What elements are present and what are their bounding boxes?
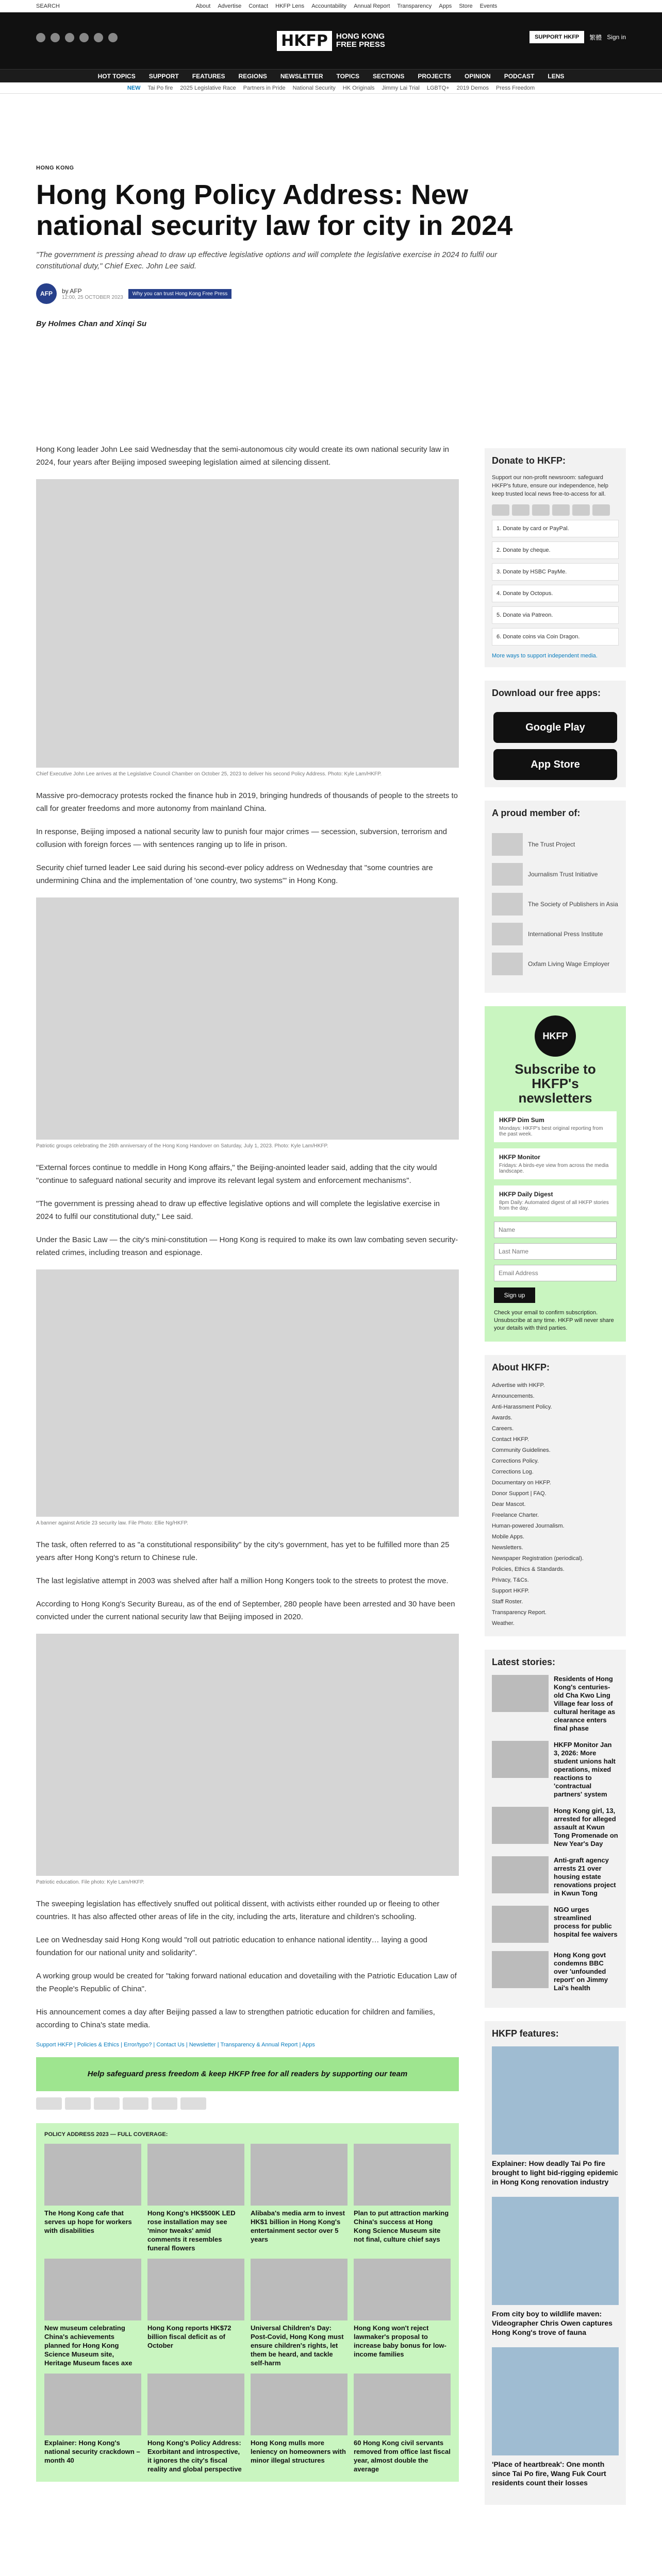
about-link[interactable]: Newsletters. <box>492 1545 523 1551</box>
about-link[interactable]: Corrections Policy. <box>492 1458 539 1464</box>
feature-headline[interactable]: Explainer: How deadly Tai Po fire brought to light bid-rigging epidemic in Hong Kong renovation industry <box>492 2159 618 2186</box>
youtube-icon[interactable] <box>79 33 89 42</box>
trending-item[interactable]: 2019 Demos <box>456 84 489 91</box>
paragraph: Lee on Wednesday said Hong Kong would "roll out patriotic education to enhance national identity… laying a good foundation for our national unity and solidarity". <box>36 1936 427 1957</box>
publish-date: 12:00, 25 OCTOBER 2023 <box>62 294 123 300</box>
card-title[interactable]: Hong Kong's HK$500K LED rose installation may see 'minor tweaks' amid comments it resembles funeral flowers <box>147 2209 236 2252</box>
card-title[interactable]: Universal Children's Day: Post-Covid, Hong Kong must ensure children's rights, let them be heard, and tackle self-harm <box>251 2324 344 2367</box>
latest-image <box>492 1807 549 1844</box>
policy-coverage-box <box>36 2123 459 2482</box>
signup-button[interactable]: Sign up <box>494 1287 535 1303</box>
nav-item[interactable]: PROJECTS <box>418 72 452 80</box>
about-list <box>485 1380 626 1636</box>
article-photo <box>36 479 459 768</box>
amex-icon <box>532 504 550 516</box>
card-title[interactable]: The Hong Kong cafe that serves up hope for workers with disabilities <box>44 2209 132 2234</box>
donate-box <box>485 448 626 667</box>
linkedin-icon[interactable] <box>94 33 103 42</box>
latest-image <box>492 1675 549 1712</box>
article-kicker[interactable]: HONG KONG <box>36 165 74 171</box>
twitter-icon[interactable] <box>36 33 45 42</box>
latest-image <box>492 1856 549 1893</box>
ipi-icon <box>492 923 523 945</box>
jti-icon <box>492 863 523 886</box>
visa-icon <box>512 504 529 516</box>
donate-option[interactable]: 2. Donate by cheque. <box>492 541 619 559</box>
about-link[interactable]: Human-powered Journalism. <box>492 1523 565 1529</box>
top-utility-bar <box>0 0 662 12</box>
donate-option[interactable]: 5. Donate via Patreon. <box>492 606 619 624</box>
more-ways-link[interactable]: More ways to support independent media. <box>492 653 598 659</box>
newsletter-title: Subscribe to HKFP's newsletters <box>515 1061 596 1106</box>
about-box <box>485 1355 626 1636</box>
latest-headline[interactable]: HKFP Monitor Jan 3, 2026: More student unions halt operations, mixed reactions to 'contractual partners' system <box>554 1741 616 1798</box>
trending-item[interactable]: Jimmy Lai Trial <box>382 84 420 91</box>
latest-image <box>492 1951 549 1988</box>
about-link[interactable]: Support HKFP. <box>492 1588 529 1594</box>
about-link[interactable]: Freelance Charter. <box>492 1512 539 1518</box>
mastercard-icon <box>65 2097 91 2110</box>
policy-card[interactable] <box>147 2259 244 2367</box>
newsletter-option[interactable] <box>494 1111 617 1142</box>
trending-item[interactable]: HK Originals <box>342 84 375 91</box>
member-box <box>485 801 626 993</box>
topbar-link[interactable]: Transparency <box>397 3 432 9</box>
oxfam-icon <box>492 953 523 975</box>
paragraph: According to Hong Kong's Security Bureau, as of the end of September, 280 people have been arrested and 30 have been convicted under the current national security law that Beijing imposed in 2020. <box>36 1600 455 1621</box>
support-cta[interactable]: Help safeguard press freedom & keep HKFP free for all readers by supporting our team <box>36 2057 459 2091</box>
policy-card[interactable] <box>44 2259 141 2367</box>
article-photo <box>36 1269 459 1517</box>
member-logo[interactable] <box>492 893 619 916</box>
amex-icon <box>94 2097 120 2110</box>
nav-item[interactable]: HOT TOPICS <box>97 72 136 80</box>
policy-card[interactable] <box>251 2259 347 2367</box>
paragraph: In response, Beijing imposed a national security law to punish four major crimes — secession, subversion, terrorism and collusion with foreign forces — with sentences ranging up to life in prison. <box>36 827 448 849</box>
site-logo[interactable] <box>277 31 385 51</box>
payme-icon <box>152 2097 177 2110</box>
feature-headline[interactable]: 'Place of heartbreak': One month since Tai Po fire, Wang Fuk Court residents count their losses <box>492 2460 606 2487</box>
article-authors: By Holmes Chan and Xinqi Su <box>36 319 147 328</box>
about-link[interactable]: Donor Support | FAQ. <box>492 1490 547 1497</box>
sidebar <box>485 448 626 2518</box>
latest-headline[interactable]: Hong Kong govt condemns BBC over 'unfounded report' on Jimmy Lai's health <box>554 1951 608 1992</box>
main-nav <box>0 69 662 82</box>
nav-item[interactable]: TOPICS <box>336 72 359 80</box>
paragraph: His announcement comes a day after Beijing passed a law to strengthen patriotic education for children and families, according to China's state media. <box>36 2008 435 2029</box>
header-actions <box>529 31 626 43</box>
newsletter-note: Check your email to confirm subscription. Unsubscribe at any time. HKFP will never share your details with third parties. <box>494 1310 614 1331</box>
option-desc: Fridays: A birds-eye view from across the media landscape. <box>499 1163 609 1174</box>
donate-option[interactable]: 1. Donate by card or PayPal. <box>492 520 619 537</box>
paragraph: The task, often referred to as "a constitutional responsibility" by the city's government, has yet to be fulfilled more than 25 years after Hong Kong's return to Chinese rule. <box>36 1540 450 1562</box>
article-body <box>36 443 459 2482</box>
policy-card[interactable] <box>44 2374 141 2473</box>
payment-icons <box>36 2097 459 2110</box>
latest-item[interactable] <box>492 1807 619 1848</box>
topbar-link[interactable]: Events <box>479 3 498 9</box>
latest-box <box>485 1650 626 2008</box>
card-image <box>354 2374 451 2435</box>
email-input[interactable]: Email Address <box>494 1265 617 1281</box>
latest-title: Latest stories: <box>492 1657 556 1667</box>
google-play-button[interactable]: Google Play <box>493 712 617 743</box>
paragraph: A working group would be created for "taking forward national education and dovetailing with the Patriotic Education Law of the People's Republic of China". <box>36 1972 457 1993</box>
about-link[interactable]: Transparency Report. <box>492 1609 547 1616</box>
features-box <box>485 2021 626 2505</box>
about-link[interactable]: Staff Roster. <box>492 1599 523 1605</box>
octopus-icon <box>180 2097 206 2110</box>
nav-item[interactable]: SECTIONS <box>373 72 405 80</box>
about-link[interactable]: Advertise with HKFP. <box>492 1382 545 1388</box>
card-image <box>147 2144 244 2206</box>
author-name[interactable]: by AFP <box>62 287 82 295</box>
support-button[interactable]: SUPPORT HKFP <box>529 31 584 43</box>
card-image <box>251 2374 347 2435</box>
facebook-icon[interactable] <box>51 33 60 42</box>
card-title[interactable]: Hong Kong mulls more leniency on homeowners with minor illegal structures <box>251 2439 346 2464</box>
latest-headline[interactable]: Anti-graft agency arrests 21 over housing estate renovations project in Kwun Tong <box>554 1856 616 1897</box>
trending-item[interactable]: Partners in Pride <box>243 84 286 91</box>
policy-card[interactable] <box>354 2144 451 2252</box>
byline <box>36 283 626 304</box>
donate-text: Support our non-profit newsroom: safeguard HKFP's future, ensure our independence, help keep trusted local news free-to-access for all. <box>492 474 608 497</box>
about-link[interactable]: Weather. <box>492 1620 515 1626</box>
option-name: HKFP Monitor <box>499 1154 540 1161</box>
about-link[interactable]: Community Guidelines. <box>492 1447 551 1453</box>
article-photo <box>36 897 459 1140</box>
paragraph: "The government is pressing ahead to draw up effective legislative options and will complete the legislative exercise in 2024 to fulfil our constitutional duty," Lee said. <box>36 1199 440 1221</box>
newsletter-logo: HKFP <box>535 1015 576 1057</box>
language-link[interactable]: 繁體 <box>589 33 602 41</box>
octopus-icon <box>592 504 610 516</box>
trending-item[interactable]: Tai Po fire <box>147 84 173 91</box>
about-link[interactable]: Privacy, T&Cs. <box>492 1577 529 1583</box>
topbar-link[interactable]: Store <box>459 3 473 9</box>
member-name: The Society of Publishers in Asia <box>528 901 618 908</box>
paragraph: Under the Basic Law — the city's mini-constitution — Hong Kong is required to make its own law combating seven security-related crimes, including treason and espionage. <box>36 1235 458 1257</box>
site-header <box>0 12 662 69</box>
latest-item[interactable] <box>492 1741 619 1799</box>
payme-icon <box>572 504 590 516</box>
paypal-icon <box>123 2097 148 2110</box>
feature-image[interactable] <box>492 2197 619 2305</box>
policy-card[interactable] <box>251 2374 347 2473</box>
article-wrap <box>36 165 626 2487</box>
logo-line: HONG KONG <box>336 32 385 41</box>
policy-card[interactable] <box>354 2259 451 2367</box>
features-title: HKFP features: <box>492 2028 559 2039</box>
search-link[interactable]: SEARCH <box>36 3 60 9</box>
paragraph: Security chief turned leader Lee said during his second-ever policy address on Wednesday that "some countries are undermining China and the implementation of 'one country, two systems'" in Hong Kong. <box>36 863 433 885</box>
trending-label: NEW <box>127 84 141 91</box>
article-title: Hong Kong Policy Address: New national security law for city in 2024 <box>36 179 513 241</box>
about-link[interactable]: Corrections Log. <box>492 1469 534 1475</box>
option-desc: 8pm Daily: Automated digest of all HKFP stories from the day. <box>499 1200 609 1211</box>
article-lede: "The government is pressing ahead to draw up effective legislative options and will complete the legislative exercise in 2024 to fulfil our constitutional duty," Chief Exec. John Lee said. <box>36 250 498 270</box>
about-link[interactable]: Contact HKFP. <box>492 1436 529 1443</box>
about-link[interactable]: Dear Mascot. <box>492 1501 526 1507</box>
about-link[interactable]: Careers. <box>492 1426 514 1432</box>
logo-text <box>336 32 385 49</box>
latest-headline[interactable]: Residents of Hong Kong's centuries-old Cha Kwo Ling Village fear loss of cultural heritage as clearance enters final phase <box>554 1675 616 1732</box>
latest-item[interactable] <box>492 1951 619 1992</box>
latest-item[interactable] <box>492 1856 619 1897</box>
trust-project-icon <box>492 833 523 856</box>
logo-line: FREE PRESS <box>336 40 385 49</box>
paragraph: "External forces continue to meddle in Hong Kong affairs," the Beijing-anointed leader said, adding that the city would "continue to safeguard national security and improve its relevant legal system and enforcement mechanisms". <box>36 1163 437 1185</box>
member-name: Journalism Trust Initiative <box>528 871 598 878</box>
instagram-icon[interactable] <box>65 33 74 42</box>
policy-grid <box>44 2144 451 2473</box>
card-title[interactable]: Hong Kong's Policy Address: Exorbitant and introspective, it ignores the city's fiscal reality and global perspective <box>147 2439 242 2473</box>
topbar-link[interactable]: Accountability <box>311 3 347 9</box>
topbar-link[interactable]: Apps <box>439 3 452 9</box>
policy-card[interactable] <box>354 2374 451 2473</box>
topbar-link[interactable]: Advertise <box>218 3 242 9</box>
latest-image <box>492 1906 549 1943</box>
paragraph: The sweeping legislation has effectively snuffed out political dissent, with activists either rounded up or fleeing to other countries. It has also affected other areas of life in the city, including the arts, literature and children's schooling. <box>36 1900 440 1921</box>
app-store-button[interactable]: App Store <box>493 749 617 780</box>
nav-item[interactable]: NEWSLETTER <box>280 72 323 80</box>
paypal-icon <box>552 504 570 516</box>
newsletter-box <box>485 1006 626 1342</box>
feature-headline[interactable]: From city boy to wildlife maven: Videographer Chris Owen captures Hong Kong's trove of fauna <box>492 2310 613 2336</box>
photo-caption: Patriotic education. File photo: Kyle Lam/HKFP. <box>36 1879 144 1885</box>
member-logo[interactable] <box>492 953 619 975</box>
about-link[interactable]: Newspaper Registration (periodical). <box>492 1555 584 1562</box>
paragraph: The last legislative attempt in 2003 was shelved after half a million Hong Kongers took to the streets to protest the move. <box>36 1577 449 1585</box>
member-name: International Press Institute <box>528 930 603 938</box>
card-image <box>44 2374 141 2435</box>
nav-item[interactable]: SUPPORT <box>148 72 179 80</box>
option-desc: Mondays: HKFP's best original reporting from the past week. <box>499 1126 603 1137</box>
card-title[interactable]: Hong Kong reports HK$72 billion fiscal deficit as of October <box>147 2324 231 2349</box>
card-image <box>251 2259 347 2320</box>
card-title[interactable]: New museum celebrating China's achievements planned for Hong Kong Science Museum site, Heritage Museum faces axe <box>44 2324 133 2367</box>
card-image <box>354 2259 451 2320</box>
about-link[interactable]: Mobile Apps. <box>492 1534 524 1540</box>
topbar-link[interactable]: Contact <box>249 3 269 9</box>
member-logo[interactable] <box>492 833 619 856</box>
visa-icon <box>36 2097 62 2110</box>
topbar-link[interactable]: About <box>195 3 211 9</box>
about-link[interactable]: Anti-Harassment Policy. <box>492 1404 552 1410</box>
card-title[interactable]: Alibaba's media arm to invest HK$1 billion in Hong Kong's entertainment sector over 5 years <box>251 2209 345 2243</box>
first-name-input[interactable]: Name <box>494 1222 617 1238</box>
card-image <box>44 2144 141 2206</box>
option-name: HKFP Dim Sum <box>499 1116 544 1124</box>
latest-item[interactable] <box>492 1906 619 1943</box>
nav-item[interactable]: REGIONS <box>238 72 267 80</box>
signin-link[interactable]: Sign in <box>607 33 626 41</box>
latest-headline[interactable]: Hong Kong girl, 13, arrested for alleged assault at Kwun Tong Promenade on New Year's Day <box>554 1807 618 1848</box>
apps-box <box>485 681 626 787</box>
card-image <box>147 2374 244 2435</box>
rss-icon[interactable] <box>108 33 118 42</box>
donate-option[interactable]: 6. Donate coins via Coin Dragon. <box>492 628 619 646</box>
member-logo[interactable] <box>492 863 619 886</box>
apps-title: Download our free apps: <box>492 688 601 698</box>
sopa-icon <box>492 893 523 916</box>
member-name: The Trust Project <box>528 841 575 848</box>
policy-card[interactable] <box>147 2374 244 2473</box>
policy-card[interactable] <box>44 2144 141 2252</box>
card-title[interactable]: Plan to put attraction marking China's success at Hong Kong Science Museum site not final, culture chief says <box>354 2209 449 2243</box>
feature-image[interactable] <box>492 2347 619 2455</box>
option-name: HKFP Daily Digest <box>499 1191 553 1198</box>
latest-item[interactable] <box>492 1675 619 1733</box>
support-links[interactable]: Support HKFP | Policies & Ethics | Error/typo? | Contact Us | Newsletter | Transparency & Annual Report | Apps <box>36 2042 315 2048</box>
about-title: About HKFP: <box>492 1362 550 1372</box>
about-link[interactable]: Awards. <box>492 1415 512 1421</box>
trending-item[interactable]: LGBTQ+ <box>426 84 450 91</box>
about-link[interactable]: Policies, Ethics & Standards. <box>492 1566 565 1572</box>
nav-item[interactable]: FEATURES <box>192 72 225 80</box>
card-image <box>251 2144 347 2206</box>
card-title[interactable]: 60 Hong Kong civil servants removed from office last fiscal year, almost double the average <box>354 2439 451 2473</box>
newsletter-option[interactable] <box>494 1185 617 1216</box>
photo-caption: Patriotic groups celebrating the 26th anniversary of the Hong Kong Handover on Saturday, July 1, 2023. Photo: Kyle Lam/HKFP. <box>36 1143 328 1149</box>
article-photo <box>36 1634 459 1876</box>
latest-image <box>492 1741 549 1778</box>
donate-option[interactable]: 4. Donate by Octopus. <box>492 585 619 602</box>
social-icons <box>36 33 118 42</box>
mastercard-icon <box>492 504 509 516</box>
paragraph: Massive pro-democracy protests rocked the finance hub in 2019, bringing hundreds of thousands of people to the streets to call for greater freedoms and more autonomy from mainland China. <box>36 791 458 813</box>
trending-bar <box>0 82 662 94</box>
member-name: Oxfam Living Wage Employer <box>528 960 610 968</box>
card-title[interactable]: Explainer: Hong Kong's national security crackdown – month 40 <box>44 2439 140 2464</box>
member-title: A proud member of: <box>492 808 581 818</box>
feature-image[interactable] <box>492 2046 619 2155</box>
about-link[interactable]: Announcements. <box>492 1393 535 1399</box>
about-link[interactable]: Documentary on HKFP. <box>492 1480 551 1486</box>
donate-title: Donate to HKFP: <box>492 455 566 466</box>
policy-card[interactable] <box>147 2144 244 2252</box>
latest-headline[interactable]: NGO urges streamlined process for public hospital fee waivers <box>554 1906 618 1938</box>
logo-mark: HKFP <box>277 31 332 51</box>
card-icons <box>492 504 619 516</box>
topbar-link[interactable]: HKFP Lens <box>275 3 305 9</box>
nav-item[interactable]: OPINION <box>465 72 491 80</box>
nav-item[interactable]: PODCAST <box>504 72 535 80</box>
trending-item[interactable]: National Security <box>292 84 336 91</box>
paragraph: Hong Kong leader John Lee said Wednesday that the semi-autonomous city would create its own national security law in 2024, four years after Beijing imposed sweeping legislation aimed at silencing dissent. <box>36 445 450 467</box>
card-image <box>147 2259 244 2320</box>
nav-item[interactable]: LENS <box>548 72 565 80</box>
card-title[interactable]: Hong Kong won't reject lawmaker's proposal to increase baby bonus for low-income families <box>354 2324 446 2358</box>
topbar-link[interactable]: Annual Report <box>354 3 390 9</box>
trending-item[interactable]: 2025 Legislative Race <box>180 84 236 91</box>
card-image <box>354 2144 451 2206</box>
policy-card[interactable] <box>251 2144 347 2252</box>
last-name-input[interactable]: Last Name <box>494 1243 617 1260</box>
trust-badge[interactable]: Why you can trust Hong Kong Free Press <box>128 289 232 299</box>
donate-option[interactable]: 3. Donate by HSBC PayMe. <box>492 563 619 581</box>
photo-caption: Chief Executive John Lee arrives at the Legislative Council Chamber on October 25, 2023 to deliver his second Policy Address. Photo: Kyle Lam/HKFP. <box>36 771 382 777</box>
member-logo[interactable] <box>492 923 619 945</box>
policy-title: POLICY ADDRESS 2023 — FULL COVERAGE: <box>44 2131 168 2138</box>
trending-item[interactable]: Press Freedom <box>495 84 535 91</box>
avatar[interactable]: AFP <box>36 283 57 304</box>
card-image <box>44 2259 141 2320</box>
photo-caption: A banner against Article 23 security law. File Photo: Ellie Ng/HKFP. <box>36 1520 188 1526</box>
newsletter-option[interactable] <box>494 1148 617 1179</box>
